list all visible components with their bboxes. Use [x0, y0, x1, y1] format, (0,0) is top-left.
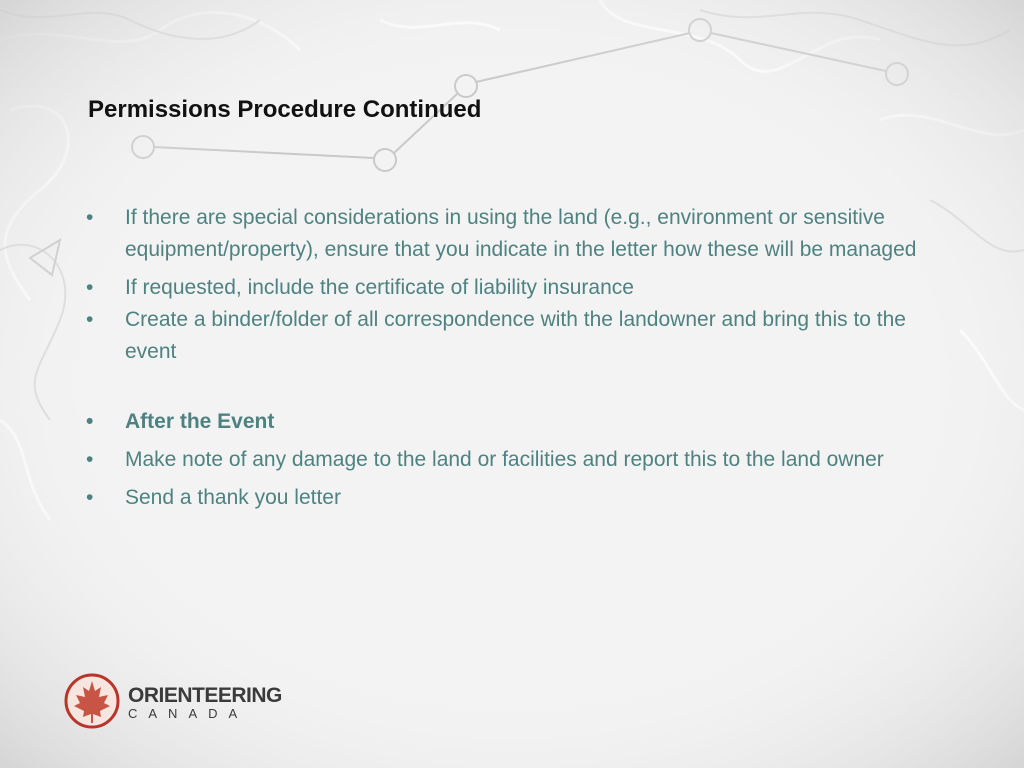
- bullet-text: If there are special considerations in using the land (e.g., environment or sensitive equipment/property), ensure that you indicate in the letter how these will be managed: [125, 206, 917, 261]
- bullet-item: [84, 272, 934, 304]
- bullet-icon: •: [86, 206, 94, 229]
- bullet-icon: •: [86, 276, 94, 299]
- bullet-item: [84, 304, 934, 368]
- slide-title: Permissions Procedure Continued: [88, 96, 482, 123]
- bullet-text: Send a thank you letter: [125, 486, 341, 509]
- bullet-item: [84, 482, 934, 514]
- bullet-heading-text: After the Event: [125, 410, 275, 433]
- bullet-text: Make note of any damage to the land or facilities and report this to the land owner: [125, 448, 884, 471]
- bullet-text: If requested, include the certificate of liability insurance: [125, 276, 634, 299]
- bullet-icon: •: [86, 448, 94, 471]
- bullet-icon: •: [86, 410, 94, 433]
- logo-wordmark: ORIENTEERING: [128, 684, 282, 707]
- bullet-text: Create a binder/folder of all correspondence with the landowner and bring this to the event: [125, 308, 906, 363]
- bullet-item: [84, 202, 934, 266]
- bullet-item-heading: [84, 406, 934, 438]
- bullet-icon: •: [86, 308, 94, 331]
- bullet-list: [84, 202, 934, 514]
- bullet-item: [84, 444, 934, 476]
- logo-subtitle: CANADA: [128, 706, 249, 721]
- bullet-icon: •: [86, 486, 94, 509]
